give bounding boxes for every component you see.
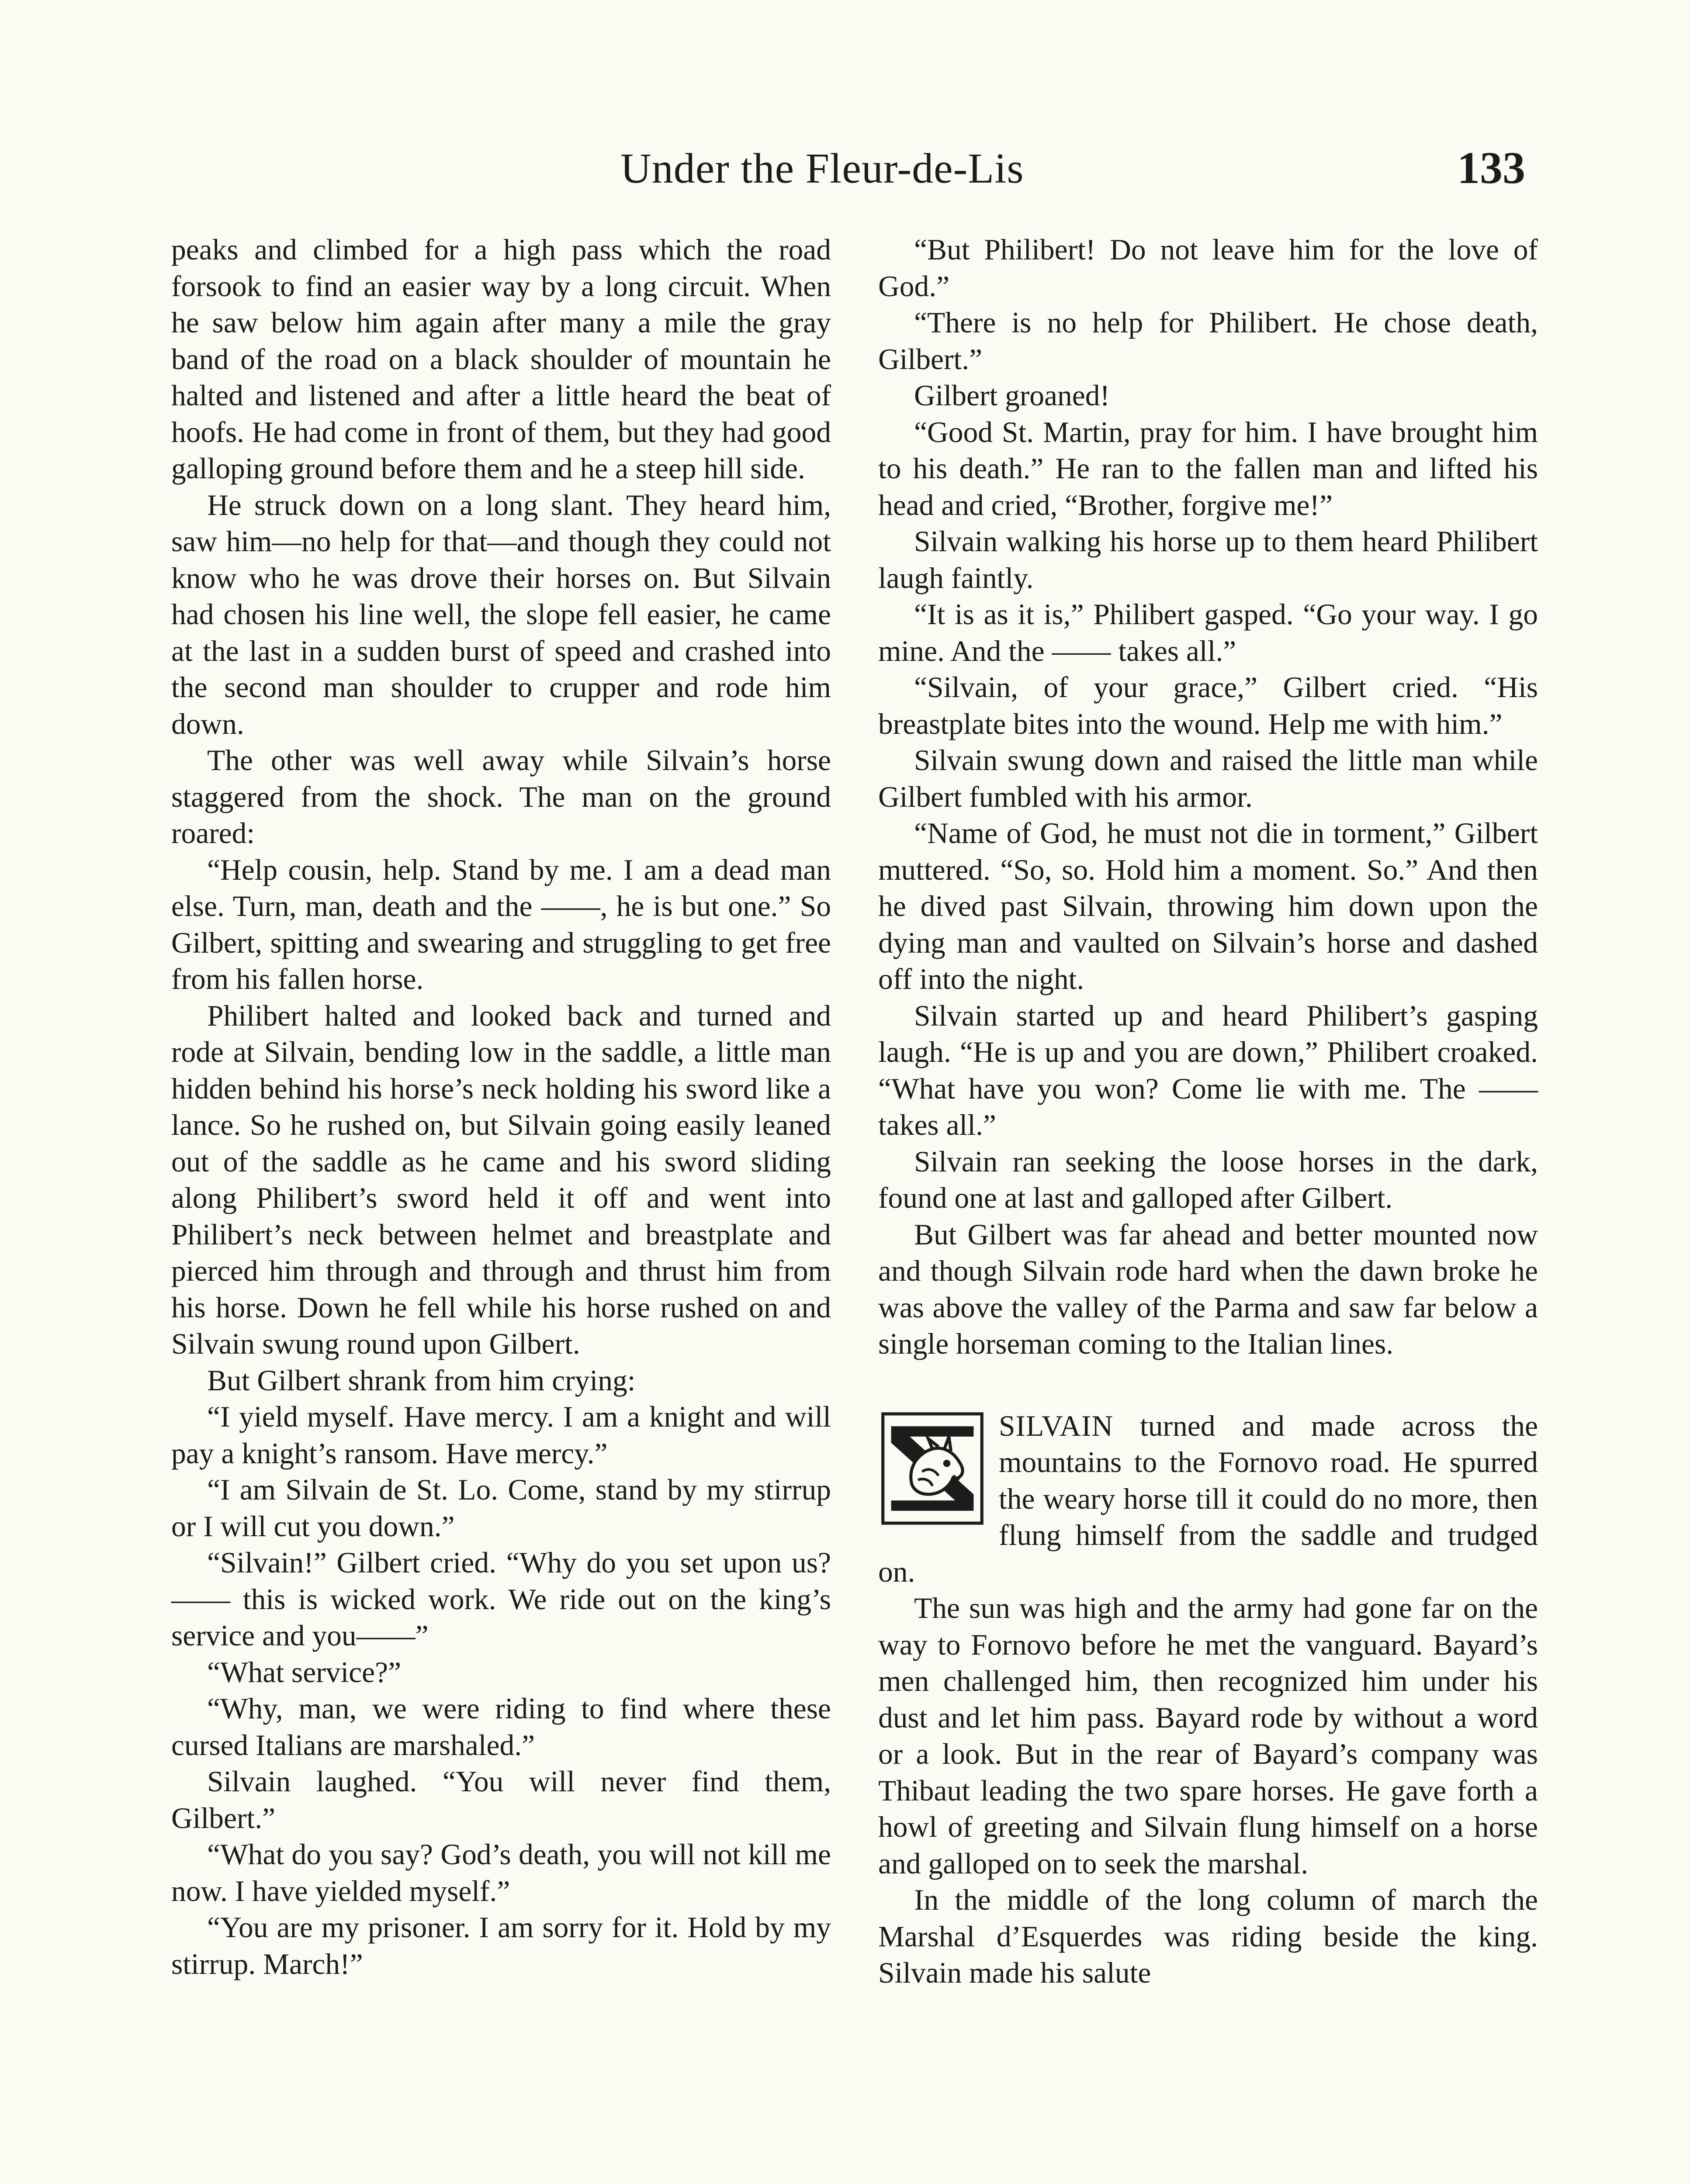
paragraph: Silvain swung down and raised the little man while Gilbert fumbled with his armor. bbox=[878, 744, 1538, 813]
paragraph: But Gilbert shrank from him crying: bbox=[207, 1364, 636, 1397]
paragraph: peaks and climbed for a high pass which the road forsook to find an easier way by a long circuit. When he saw below him again after many a mile the gray band of the road on a black shoulder of mountain he halted and listened and after a little heard the beat of hoofs. He had come in front of them, but they had good galloping ground before them and he a steep hill side. bbox=[171, 233, 831, 485]
paragraph: “Help cousin, help. Stand by me. I am a dead man else. Turn, man, death and the ——, he is but one.” So Gilbert, spitting and swearing and struggling to get free from his fallen horse. bbox=[171, 853, 831, 995]
paragraph: “Good St. Martin, pray for him. I have brought him to his death.” He ran to the fallen man and lifted his head and cried, “Brother, forgive me!” bbox=[878, 415, 1538, 522]
paragraph: Silvain laughed. “You will never find them, Gilbert.” bbox=[171, 1765, 831, 1835]
page-number: 133 bbox=[1457, 143, 1525, 193]
paragraph: “Name of God, he must not die in torment,” Gilbert muttered. “So, so. Hold him a moment. So.” And then he dived past Silvain, throwing him down upon the dying man and vaulted on Silvain’s horse and dashed off into the night. bbox=[878, 817, 1538, 995]
section-break bbox=[878, 1362, 1538, 1408]
paragraph: “It is as it is,” Philibert gasped. “Go your way. I go mine. And the —— takes all.” bbox=[878, 598, 1538, 667]
paragraph: Gilbert groaned! bbox=[914, 379, 1110, 412]
paragraph: Philibert halted and looked back and turned and rode at Silvain, bending low in the saddle, a little man hidden behind his horse’s neck holding his sword like a lance. So he rushed on, but Silvain going easily leaned out of the saddle as he came and his sword sliding along Philibert’s sword held it off and went into Philibert’s neck between helmet and breastplate and pierced him through and through and thrust him from his horse. Down he fell while his horse rushed on and Silvain swung round upon Gilbert. bbox=[171, 999, 831, 1360]
paragraph: “You are my prisoner. I am sorry for it. Hold by my stirrup. March!” bbox=[171, 1911, 831, 1980]
paragraph: “I yield myself. Have mercy. I am a knight and will pay a knight’s ransom. Have mercy.” bbox=[171, 1400, 831, 1470]
paragraph: In the middle of the long column of march the Marshal d’Esquerdes was riding beside the king. Silvain made his salute bbox=[878, 1883, 1538, 1989]
paragraph: “Silvain!” Gilbert cried. “Why do you set upon us? —— this is wicked work. We ride out on the king’s service and you——” bbox=[171, 1546, 831, 1652]
paragraph: “I am Silvain de St. Lo. Come, stand by my stirrup or I will cut you down.” bbox=[171, 1473, 831, 1543]
paragraph: “What service?” bbox=[207, 1655, 402, 1689]
paragraph: The sun was high and the army had gone far on the way to Fornovo before he met the vanguard. Bayard’s men challenged him, then recognized him under his dust and let him pass. Bayard rode by without a word or a look. But in the rear of Bayard’s company was Thibaut leading the two spare horses. He gave forth a howl of greeting and Silvain flung himself on a horse and galloped on to seek the marshal. bbox=[878, 1592, 1538, 1880]
paragraph: He struck down on a long slant. They heard him, saw him—no help for that—and though they could not know who he was drove their horses on. But Silvain had chosen his line well, the slope fell easier, he came at the last in a sudden burst of speed and crashed into the second man shoulder to crupper and rode him down. bbox=[171, 488, 831, 740]
paragraph: “What do you say? God’s death, you will not kill me now. I have yielded myself.” bbox=[171, 1838, 831, 1908]
horse-head-drop-cap-icon bbox=[881, 1411, 984, 1526]
section-opening bbox=[878, 1408, 1538, 1590]
first-paragraph-text: turned and made across the mountains to the Fornovo road. He spurred the weary horse till it could do no more, then flung himself from the saddle and trudged on. bbox=[878, 1409, 1538, 1588]
paragraph: Silvain walking his horse up to them heard Philibert laugh faintly. bbox=[878, 525, 1538, 594]
paragraph: The other was well away while Silvain’s horse staggered from the shock. The man on the ground roared: bbox=[171, 744, 831, 850]
paragraph: “There is no help for Philibert. He chose death, Gilbert.” bbox=[878, 306, 1538, 376]
paragraph: “Silvain, of your grace,” Gilbert cried. “His breastplate bites into the wound. Help me with him.” bbox=[878, 671, 1538, 740]
paragraph: But Gilbert was far ahead and better mounted now and though Silvain rode hard when the dawn broke he was above the valley of the Parma and saw far below a single horseman coming to the Italian lines. bbox=[878, 1218, 1538, 1360]
right-column bbox=[878, 232, 1538, 1991]
paragraph: “But Philibert! Do not leave him for the love of God.” bbox=[878, 233, 1538, 303]
left-column bbox=[171, 232, 831, 1982]
paragraph: “Why, man, we were riding to find where these cursed Italians are marshaled.” bbox=[171, 1692, 831, 1762]
lead-word: SILVAIN bbox=[999, 1409, 1114, 1442]
running-head: Under the Fleur-de-Lis bbox=[620, 145, 1024, 192]
paragraph: Silvain ran seeking the loose horses in the dark, found one at last and galloped after Gilbert. bbox=[878, 1145, 1538, 1214]
paragraph: Silvain started up and heard Philibert’s gasping laugh. “He is up and you are down,” Philibert croaked. “What have you won? Come lie with me. The —— takes all.” bbox=[878, 999, 1538, 1141]
